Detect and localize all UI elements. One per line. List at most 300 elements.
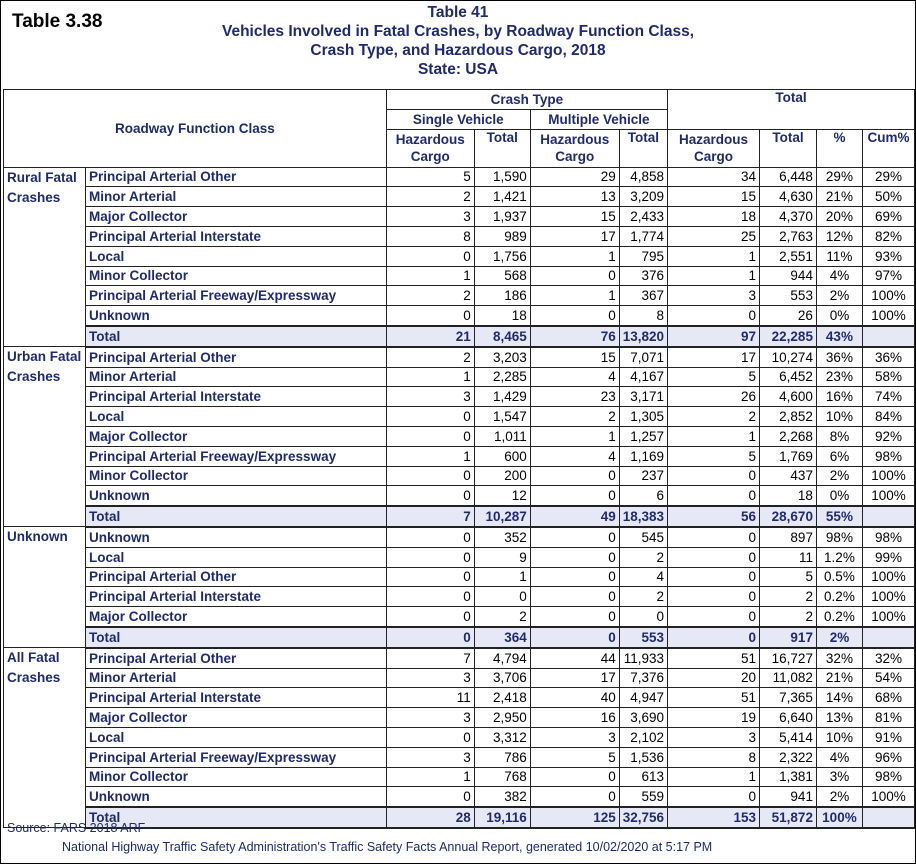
cell-mv-hazardous: 0	[530, 607, 619, 627]
roadway-class-label: Major Collector	[85, 426, 386, 446]
cell-cum-percent: 98%	[862, 446, 914, 466]
cell-percent: 8%	[816, 426, 862, 446]
cell-mv-total: 367	[619, 286, 667, 306]
cell-sv-total: 352	[474, 527, 530, 547]
cell-cum-percent	[862, 807, 914, 828]
header-percent: %	[816, 129, 862, 167]
cell-percent: 1.2%	[816, 547, 862, 567]
cell-total-total: 2,763	[759, 226, 816, 246]
cell-mv-total: 3,171	[619, 387, 667, 407]
cell-total-total: 2,852	[759, 407, 816, 427]
cell-percent: 2%	[816, 286, 862, 306]
cell-cum-percent	[862, 326, 914, 347]
roadway-class-label: Local	[85, 246, 386, 266]
cell-cum-percent: 100%	[862, 486, 914, 506]
cell-total-total: 11	[759, 547, 816, 567]
cell-sv-hazardous: 0	[386, 407, 474, 427]
cell-sv-total: 1,011	[474, 426, 530, 446]
cell-cum-percent: 92%	[862, 426, 914, 446]
cell-total-hazardous: 26	[668, 387, 760, 407]
cell-sv-hazardous: 2	[386, 347, 474, 367]
cell-percent: 4%	[816, 266, 862, 286]
cell-total-hazardous: 0	[668, 547, 760, 567]
cell-total-hazardous: 1	[668, 266, 760, 286]
group-label: Unknown	[4, 527, 86, 648]
cell-total-total: 26	[759, 306, 816, 326]
header-single-vehicle: Single Vehicle	[386, 109, 530, 129]
cell-mv-total: 2,102	[619, 727, 667, 747]
table-row	[4, 246, 915, 266]
cell-sv-hazardous: 0	[386, 486, 474, 506]
cell-mv-hazardous: 0	[530, 567, 619, 587]
header-sv-hazardous-cargo: Hazardous Cargo	[386, 129, 474, 167]
cell-total-total: 5	[759, 567, 816, 587]
roadway-class-label: Major Collector	[85, 607, 386, 627]
roadway-class-label: Total	[85, 326, 386, 347]
roadway-class-label: Principal Arterial Interstate	[85, 226, 386, 246]
cell-mv-hazardous: 44	[530, 648, 619, 668]
cell-mv-hazardous: 76	[530, 326, 619, 347]
table-row	[4, 426, 915, 446]
cell-total-total: 2,268	[759, 426, 816, 446]
cell-mv-hazardous: 0	[530, 486, 619, 506]
cell-total-total: 941	[759, 787, 816, 807]
cell-mv-total: 4,858	[619, 167, 667, 187]
cell-sv-hazardous: 2	[386, 286, 474, 306]
cell-total-hazardous: 3	[668, 286, 760, 306]
table-row	[4, 207, 915, 227]
table-row	[4, 466, 915, 486]
cell-total-hazardous: 0	[668, 466, 760, 486]
cell-total-total: 11,082	[759, 668, 816, 688]
roadway-class-label: Principal Arterial Interstate	[85, 587, 386, 607]
cell-mv-total: 376	[619, 266, 667, 286]
cell-mv-total: 13,820	[619, 326, 667, 347]
cell-sv-total: 2,418	[474, 688, 530, 708]
roadway-class-label: Unknown	[85, 306, 386, 326]
cell-total-hazardous: 1	[668, 767, 760, 787]
cell-sv-hazardous: 3	[386, 747, 474, 767]
cell-total-hazardous: 1	[668, 246, 760, 266]
cell-sv-hazardous: 0	[386, 547, 474, 567]
cell-percent: 32%	[816, 648, 862, 668]
cell-percent: 55%	[816, 506, 862, 527]
title-line: Vehicles Involved in Fatal Crashes, by Roadway Function Class,	[221, 23, 695, 40]
cell-percent: 2%	[816, 466, 862, 486]
cell-mv-hazardous: 0	[530, 627, 619, 648]
cell-total-total: 28,670	[759, 506, 816, 527]
cell-mv-total: 237	[619, 466, 667, 486]
cell-total-total: 897	[759, 527, 816, 547]
cell-sv-hazardous: 28	[386, 807, 474, 828]
report-title	[1, 3, 915, 79]
cell-percent: 0.5%	[816, 567, 862, 587]
cell-total-total: 2	[759, 607, 816, 627]
cell-percent: 36%	[816, 347, 862, 367]
cell-sv-total: 2	[474, 607, 530, 627]
cell-mv-total: 1,169	[619, 446, 667, 466]
cell-mv-hazardous: 0	[530, 306, 619, 326]
header-sv-total: Total	[474, 129, 530, 167]
cell-mv-hazardous: 49	[530, 506, 619, 527]
cell-sv-hazardous: 3	[386, 207, 474, 227]
cell-sv-total: 2,950	[474, 708, 530, 728]
cell-mv-total: 553	[619, 627, 667, 648]
cell-total-total: 5,414	[759, 727, 816, 747]
cell-sv-total: 989	[474, 226, 530, 246]
cell-total-total: 2	[759, 587, 816, 607]
table-row	[4, 347, 915, 367]
cell-percent: 100%	[816, 807, 862, 828]
cell-mv-total: 7,376	[619, 668, 667, 688]
cell-sv-hazardous: 0	[386, 627, 474, 648]
cell-percent: 23%	[816, 367, 862, 387]
cell-mv-total: 4	[619, 567, 667, 587]
roadway-class-label: Principal Arterial Interstate	[85, 688, 386, 708]
cell-sv-total: 568	[474, 266, 530, 286]
cell-total-hazardous: 5	[668, 446, 760, 466]
cell-mv-hazardous: 0	[530, 527, 619, 547]
cell-mv-hazardous: 16	[530, 708, 619, 728]
cell-sv-hazardous: 0	[386, 527, 474, 547]
cell-cum-percent	[862, 627, 914, 648]
cell-mv-total: 0	[619, 607, 667, 627]
roadway-class-label: Total	[85, 627, 386, 648]
table-row	[4, 767, 915, 787]
cell-sv-hazardous: 7	[386, 506, 474, 527]
cell-percent: 12%	[816, 226, 862, 246]
cell-total-total: 1,381	[759, 767, 816, 787]
cell-sv-total: 786	[474, 747, 530, 767]
cell-mv-total: 11,933	[619, 648, 667, 668]
roadway-class-label: Minor Collector	[85, 466, 386, 486]
cell-cum-percent: 93%	[862, 246, 914, 266]
cell-total-total: 917	[759, 627, 816, 648]
cell-mv-hazardous: 5	[530, 747, 619, 767]
table-row	[4, 486, 915, 506]
cell-cum-percent: 98%	[862, 767, 914, 787]
cell-total-total: 4,630	[759, 187, 816, 207]
cell-total-hazardous: 0	[668, 567, 760, 587]
cell-sv-hazardous: 8	[386, 226, 474, 246]
cell-total-hazardous: 17	[668, 347, 760, 367]
cell-mv-total: 795	[619, 246, 667, 266]
cell-cum-percent: 58%	[862, 367, 914, 387]
cell-percent: 11%	[816, 246, 862, 266]
roadway-class-label: Principal Arterial Other	[85, 347, 386, 367]
table-total-row	[4, 326, 915, 347]
cell-sv-hazardous: 0	[386, 787, 474, 807]
cell-total-total: 437	[759, 466, 816, 486]
cell-percent: 21%	[816, 668, 862, 688]
roadway-class-label: Total	[85, 506, 386, 527]
cell-sv-total: 1,937	[474, 207, 530, 227]
cell-sv-total: 18	[474, 306, 530, 326]
cell-total-hazardous: 0	[668, 527, 760, 547]
cell-total-hazardous: 2	[668, 407, 760, 427]
roadway-class-label: Local	[85, 727, 386, 747]
title-line: State: USA	[417, 61, 499, 78]
cell-total-total: 22,285	[759, 326, 816, 347]
roadway-class-label: Local	[85, 407, 386, 427]
cell-cum-percent: 32%	[862, 648, 914, 668]
cell-cum-percent: 96%	[862, 747, 914, 767]
cell-mv-hazardous: 0	[530, 547, 619, 567]
roadway-class-label: Unknown	[85, 787, 386, 807]
cell-total-total: 553	[759, 286, 816, 306]
cell-total-total: 7,365	[759, 688, 816, 708]
table-row	[4, 747, 915, 767]
cell-mv-total: 545	[619, 527, 667, 547]
cell-percent: 0.2%	[816, 607, 862, 627]
cell-mv-hazardous: 3	[530, 727, 619, 747]
group-label: Urban Fatal Crashes	[4, 347, 86, 527]
cell-total-hazardous: 0	[668, 587, 760, 607]
cell-sv-hazardous: 1	[386, 367, 474, 387]
cell-mv-total: 1,305	[619, 407, 667, 427]
cell-sv-hazardous: 3	[386, 668, 474, 688]
cell-cum-percent: 69%	[862, 207, 914, 227]
cell-total-total: 6,452	[759, 367, 816, 387]
roadway-class-label: Unknown	[85, 486, 386, 506]
cell-total-hazardous: 8	[668, 747, 760, 767]
cell-total-hazardous: 3	[668, 727, 760, 747]
cell-percent: 2%	[816, 627, 862, 648]
cell-percent: 21%	[816, 187, 862, 207]
cell-cum-percent: 74%	[862, 387, 914, 407]
roadway-class-label: Major Collector	[85, 708, 386, 728]
cell-sv-hazardous: 0	[386, 426, 474, 446]
cell-total-hazardous: 25	[668, 226, 760, 246]
table-row	[4, 226, 915, 246]
table-total-row	[4, 506, 915, 527]
cell-percent: 4%	[816, 747, 862, 767]
cell-mv-total: 559	[619, 787, 667, 807]
table-row	[4, 567, 915, 587]
roadway-class-label: Minor Collector	[85, 266, 386, 286]
cell-sv-total: 2,285	[474, 367, 530, 387]
cell-total-total: 4,370	[759, 207, 816, 227]
table-row	[4, 187, 915, 207]
cell-total-hazardous: 5	[668, 367, 760, 387]
cell-mv-total: 3,690	[619, 708, 667, 728]
cell-total-total: 16,727	[759, 648, 816, 668]
title-line: Crash Type, and Hazardous Cargo, 2018	[310, 42, 606, 59]
cell-total-hazardous: 56	[668, 506, 760, 527]
cell-percent: 16%	[816, 387, 862, 407]
cell-sv-total: 1	[474, 567, 530, 587]
cell-total-hazardous: 51	[668, 648, 760, 668]
cell-mv-hazardous: 4	[530, 446, 619, 466]
cell-mv-hazardous: 0	[530, 466, 619, 486]
cell-sv-total: 12	[474, 486, 530, 506]
table-row	[4, 266, 915, 286]
source-note: Source: FARS 2018 ARF	[7, 821, 146, 835]
cell-sv-hazardous: 0	[386, 246, 474, 266]
cell-cum-percent: 50%	[862, 187, 914, 207]
cell-percent: 3%	[816, 767, 862, 787]
cell-mv-total: 18,383	[619, 506, 667, 527]
cell-total-hazardous: 20	[668, 668, 760, 688]
cell-percent: 2%	[816, 787, 862, 807]
cell-total-total: 2,322	[759, 747, 816, 767]
cell-mv-total: 613	[619, 767, 667, 787]
cell-cum-percent: 54%	[862, 668, 914, 688]
cell-mv-hazardous: 17	[530, 226, 619, 246]
data-table	[3, 89, 915, 829]
cell-sv-hazardous: 0	[386, 587, 474, 607]
cell-total-hazardous: 0	[668, 627, 760, 648]
roadway-class-label: Principal Arterial Other	[85, 567, 386, 587]
cell-sv-hazardous: 7	[386, 648, 474, 668]
cell-mv-hazardous: 23	[530, 387, 619, 407]
cell-cum-percent: 100%	[862, 587, 914, 607]
table-row	[4, 527, 915, 547]
header-crash-type: Crash Type	[386, 90, 667, 110]
cell-mv-total: 3,209	[619, 187, 667, 207]
group-label: All Fatal Crashes	[4, 648, 86, 828]
roadway-class-label: Principal Arterial Other	[85, 648, 386, 668]
cell-mv-hazardous: 17	[530, 668, 619, 688]
cell-mv-hazardous: 4	[530, 367, 619, 387]
table-row	[4, 446, 915, 466]
cell-total-hazardous: 1	[668, 426, 760, 446]
cell-mv-total: 1,774	[619, 226, 667, 246]
table-row	[4, 787, 915, 807]
cell-percent: 0%	[816, 486, 862, 506]
cell-percent: 98%	[816, 527, 862, 547]
roadway-class-label: Principal Arterial Other	[85, 167, 386, 187]
cell-mv-hazardous: 15	[530, 207, 619, 227]
cell-total-total: 944	[759, 266, 816, 286]
cell-mv-hazardous: 1	[530, 426, 619, 446]
roadway-class-label: Principal Arterial Interstate	[85, 387, 386, 407]
table-row	[4, 688, 915, 708]
cell-mv-total: 2	[619, 587, 667, 607]
cell-percent: 0.2%	[816, 587, 862, 607]
cell-sv-hazardous: 2	[386, 187, 474, 207]
cell-sv-total: 8,465	[474, 326, 530, 347]
table-row	[4, 607, 915, 627]
cell-mv-hazardous: 0	[530, 266, 619, 286]
roadway-class-label: Unknown	[85, 527, 386, 547]
cell-sv-hazardous: 11	[386, 688, 474, 708]
table-row	[4, 668, 915, 688]
cell-sv-hazardous: 3	[386, 387, 474, 407]
cell-percent: 14%	[816, 688, 862, 708]
cell-sv-total: 1,421	[474, 187, 530, 207]
cell-mv-hazardous: 0	[530, 587, 619, 607]
roadway-class-label: Major Collector	[85, 207, 386, 227]
cell-cum-percent: 100%	[862, 567, 914, 587]
cell-total-hazardous: 0	[668, 486, 760, 506]
table-row	[4, 286, 915, 306]
cell-mv-hazardous: 15	[530, 347, 619, 367]
cell-mv-total: 2	[619, 547, 667, 567]
cell-mv-hazardous: 125	[530, 807, 619, 828]
cell-cum-percent: 100%	[862, 787, 914, 807]
cell-cum-percent: 97%	[862, 266, 914, 286]
title-line: Table 41	[427, 4, 489, 21]
cell-percent: 10%	[816, 727, 862, 747]
table-number: Table 3.38	[12, 11, 103, 32]
cell-mv-hazardous: 29	[530, 167, 619, 187]
table-total-row	[4, 627, 915, 648]
cell-sv-total: 1,429	[474, 387, 530, 407]
cell-percent: 6%	[816, 446, 862, 466]
roadway-class-label: Local	[85, 547, 386, 567]
cell-percent: 13%	[816, 708, 862, 728]
cell-sv-total: 600	[474, 446, 530, 466]
cell-cum-percent: 29%	[862, 167, 914, 187]
cell-cum-percent: 91%	[862, 727, 914, 747]
cell-mv-total: 6	[619, 486, 667, 506]
table-row	[4, 387, 915, 407]
table-row	[4, 648, 915, 668]
table-row	[4, 306, 915, 326]
table-row	[4, 167, 915, 187]
cell-cum-percent: 100%	[862, 306, 914, 326]
table-row	[4, 367, 915, 387]
roadway-class-label: Principal Arterial Freeway/Expressway	[85, 446, 386, 466]
cell-total-total: 18	[759, 486, 816, 506]
cell-mv-total: 4,167	[619, 367, 667, 387]
cell-total-total: 51,872	[759, 807, 816, 828]
cell-total-hazardous: 0	[668, 607, 760, 627]
cell-sv-total: 4,794	[474, 648, 530, 668]
table-row	[4, 547, 915, 567]
cell-total-hazardous: 153	[668, 807, 760, 828]
cell-cum-percent: 82%	[862, 226, 914, 246]
cell-sv-total: 768	[474, 767, 530, 787]
cell-mv-total: 8	[619, 306, 667, 326]
cell-sv-hazardous: 1	[386, 767, 474, 787]
cell-sv-hazardous: 5	[386, 167, 474, 187]
cell-sv-total: 10,287	[474, 506, 530, 527]
footer-note: National Highway Traffic Safety Administration's Traffic Safety Facts Annual Report, generated 10/02/2020 at 5:17 PM	[62, 840, 713, 854]
roadway-class-label: Principal Arterial Freeway/Expressway	[85, 747, 386, 767]
roadway-class-label: Minor Collector	[85, 767, 386, 787]
cell-total-total: 6,640	[759, 708, 816, 728]
cell-cum-percent: 99%	[862, 547, 914, 567]
header-mv-total: Total	[619, 129, 667, 167]
header-total: Total	[668, 90, 915, 130]
cell-total-total: 4,600	[759, 387, 816, 407]
cell-cum-percent: 100%	[862, 607, 914, 627]
cell-mv-hazardous: 1	[530, 246, 619, 266]
cell-sv-hazardous: 3	[386, 708, 474, 728]
table-body	[4, 167, 915, 828]
roadway-class-label: Total	[85, 807, 386, 828]
cell-total-hazardous: 0	[668, 787, 760, 807]
cell-sv-hazardous: 0	[386, 607, 474, 627]
cell-percent: 29%	[816, 167, 862, 187]
cell-sv-total: 3,706	[474, 668, 530, 688]
table-row	[4, 708, 915, 728]
cell-mv-hazardous: 2	[530, 407, 619, 427]
cell-cum-percent: 100%	[862, 286, 914, 306]
cell-mv-total: 7,071	[619, 347, 667, 367]
cell-total-total: 6,448	[759, 167, 816, 187]
cell-sv-hazardous: 0	[386, 727, 474, 747]
cell-percent: 0%	[816, 306, 862, 326]
cell-total-total: 1,769	[759, 446, 816, 466]
cell-sv-hazardous: 0	[386, 567, 474, 587]
table-row	[4, 407, 915, 427]
roadway-class-label: Minor Arterial	[85, 668, 386, 688]
cell-sv-total: 19,116	[474, 807, 530, 828]
cell-total-hazardous: 19	[668, 708, 760, 728]
